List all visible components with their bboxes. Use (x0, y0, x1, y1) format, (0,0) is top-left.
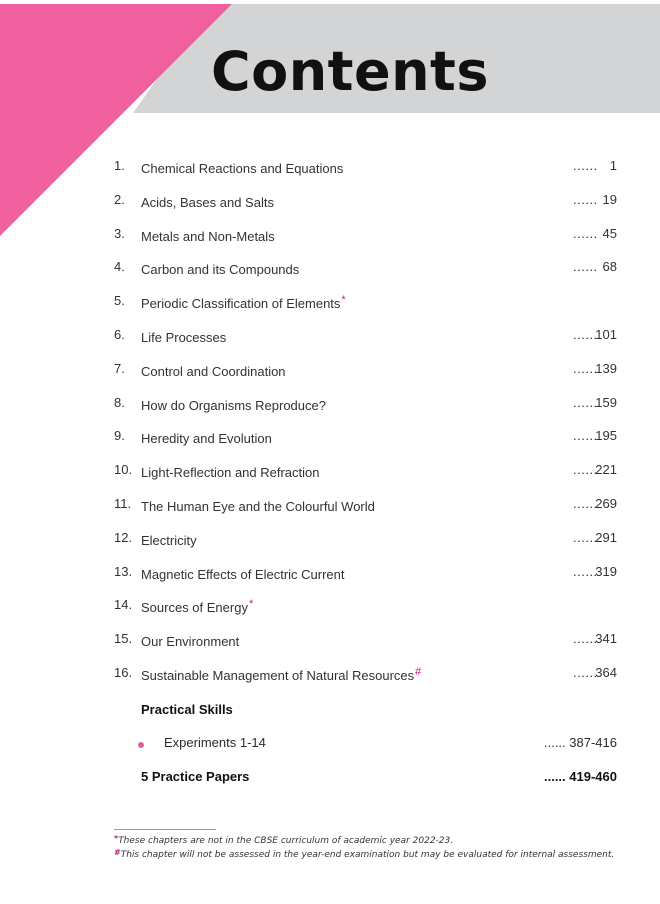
page-title: Contents (210, 40, 489, 103)
practice-papers-row (0, 769, 660, 789)
chapter-page: 45 (602, 225, 617, 241)
toc-row (0, 521, 660, 555)
chapter-number: 7. (114, 360, 125, 376)
chapter-number: 4. (114, 259, 125, 275)
chapter-number: 11. (114, 495, 132, 511)
chapter-number: 8. (114, 394, 125, 410)
footnote-star-text: These chapters are not in the CBSE curriculum of academic year 2022-23. (118, 836, 454, 846)
practical-skills-label: Practical Skills (141, 702, 233, 717)
chapter-page: 195 (595, 428, 617, 444)
leader-dots: ...... (573, 158, 598, 173)
chapter-page: 68 (602, 259, 617, 275)
experiments-row (0, 735, 660, 755)
chapter-title: Magnetic Effects of Electric Current (141, 566, 345, 582)
chapter-note-mark: # (415, 665, 422, 678)
chapter-number: 10. (114, 462, 133, 478)
toc-row (0, 183, 660, 217)
chapter-number: 3. (114, 225, 125, 241)
toc-row (0, 149, 660, 183)
chapter-number: 13. (114, 563, 133, 579)
footnote-star (114, 834, 453, 846)
leader-dots: ...... (573, 360, 598, 376)
chapter-page: 139 (595, 360, 617, 376)
bullet-icon (138, 742, 144, 748)
toc-row (0, 284, 660, 318)
chapter-title: Carbon and its Compounds (141, 262, 300, 278)
leader-dots: ...... (573, 394, 598, 410)
chapter-number: 1. (114, 158, 125, 173)
leader-dots: ...... (573, 664, 598, 680)
leader-dots: ...... (573, 563, 598, 579)
toc-row (0, 656, 660, 690)
chapter-title: Heredity and Evolution (141, 431, 272, 447)
chapter-number: 15. (114, 631, 133, 647)
toc-row (0, 622, 660, 656)
chapter-title: How do Organisms Reproduce? (141, 397, 326, 413)
chapter-page: 269 (595, 495, 617, 511)
chapter-page: 341 (595, 631, 617, 647)
chapter-page: 221 (595, 462, 617, 478)
leader-dots: ...... (573, 631, 598, 647)
leader-dots: ...... (573, 191, 598, 207)
practice-papers-label: 5 Practice Papers (141, 769, 250, 784)
toc-row (0, 386, 660, 420)
chapter-page: 19 (602, 191, 617, 207)
footnote-hash (114, 848, 614, 860)
chapter-number: 6. (114, 326, 125, 342)
leader-dots: ...... (573, 462, 598, 478)
chapter-title: Sources of Energy* (141, 598, 254, 616)
contents-list (0, 149, 660, 690)
footnote-hash-mark: # (114, 848, 121, 857)
chapter-title: Acids, Bases and Salts (141, 194, 274, 210)
leader-dots: ...... (573, 259, 598, 275)
leader-dots: ...... (573, 428, 598, 444)
leader-dots: ...... (573, 225, 598, 241)
toc-row (0, 318, 660, 352)
chapter-page: 101 (595, 326, 617, 342)
chapter-page: 319 (595, 563, 617, 579)
leader-dots: ...... (573, 495, 598, 511)
chapter-number: 12. (114, 529, 133, 545)
chapter-title: Our Environment (141, 634, 240, 650)
leader-dots: ...... (573, 326, 598, 342)
footnote-hash-text: This chapter will not be assessed in the year-end examination but may be evaluated for internal assessment. (120, 850, 615, 860)
chapter-number: 2. (114, 191, 125, 207)
chapter-title: Chemical Reactions and Equations (141, 161, 344, 176)
chapter-title: The Human Eye and the Colourful World (141, 498, 375, 514)
chapter-number: 16. (114, 664, 133, 680)
toc-row (0, 352, 660, 386)
chapter-title: Light-Reflection and Refraction (141, 465, 320, 481)
chapter-page: 364 (595, 664, 617, 680)
toc-row (0, 588, 660, 622)
toc-row (0, 487, 660, 521)
footnote-star-mark: * (114, 834, 119, 843)
chapter-page: 1 (609, 158, 617, 173)
practical-skills-heading (0, 702, 660, 722)
chapter-note-mark: * (248, 598, 254, 611)
toc-row (0, 453, 660, 487)
chapter-title: Life Processes (141, 329, 227, 345)
chapter-page: 291 (595, 529, 617, 545)
practice-papers-pages: ...... 419-460 (543, 769, 617, 784)
chapter-title: Periodic Classification of Elements* (141, 294, 346, 312)
chapter-number: 5. (114, 293, 125, 309)
chapter-number: 14. (114, 597, 133, 613)
chapter-title: Sustainable Management of Natural Resources# (141, 665, 422, 683)
footnote-divider (114, 829, 216, 830)
chapter-title: Control and Coordination (141, 363, 286, 379)
toc-row (0, 419, 660, 453)
chapter-title: Metals and Non-Metals (141, 228, 275, 244)
leader-dots: ...... (573, 529, 598, 545)
toc-row (0, 555, 660, 589)
toc-row (0, 217, 660, 251)
chapter-number: 9. (114, 428, 125, 444)
experiments-label: Experiments 1-14 (164, 735, 266, 750)
chapter-page: 159 (595, 394, 617, 410)
toc-row (0, 250, 660, 284)
chapter-note-mark: * (341, 294, 346, 307)
experiments-pages: ...... 387-416 (543, 735, 617, 750)
chapter-title: Electricity (141, 532, 197, 548)
